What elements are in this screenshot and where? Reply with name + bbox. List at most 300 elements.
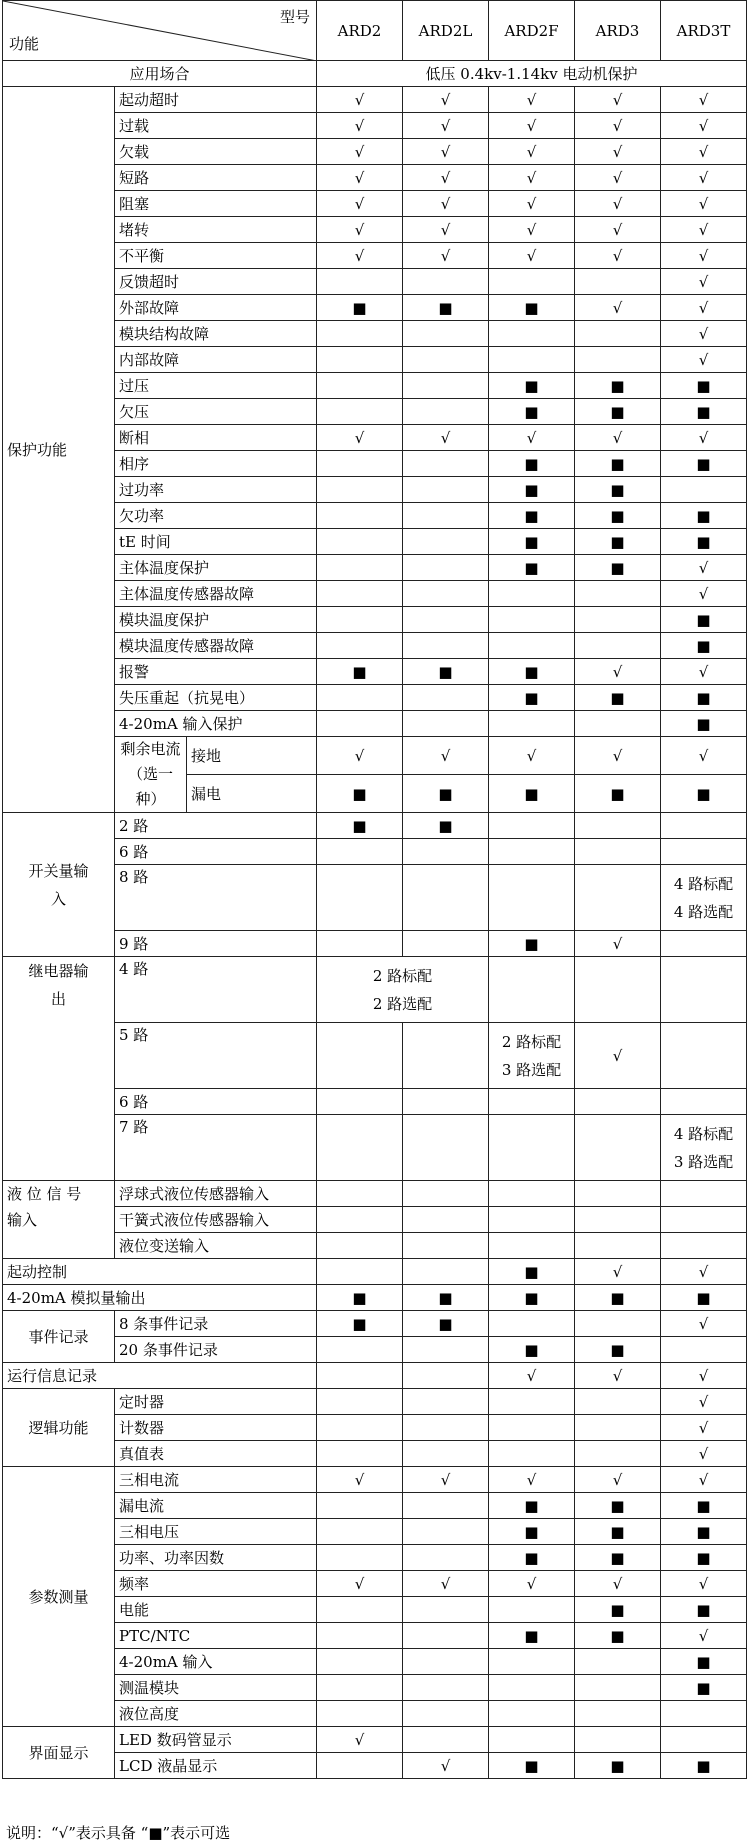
legend-note: 说明：“√”表示具备 “■”表示可选 bbox=[6, 1824, 231, 1842]
value-cell bbox=[403, 1181, 489, 1207]
value-cell bbox=[661, 839, 747, 865]
value-cell: ■ bbox=[575, 1337, 661, 1363]
value-cell bbox=[317, 607, 403, 633]
value-cell: √ bbox=[403, 425, 489, 451]
value-cell: √ bbox=[317, 243, 403, 269]
value-cell bbox=[489, 607, 575, 633]
function-name: 4-20mA 输入保护 bbox=[115, 711, 317, 737]
value-cell: ■ bbox=[661, 529, 747, 555]
value-cell: √ bbox=[575, 1023, 661, 1089]
value-cell: √ bbox=[489, 87, 575, 113]
value-cell: √ bbox=[403, 113, 489, 139]
value-cell: √ bbox=[661, 425, 747, 451]
function-name: 7 路 bbox=[115, 1115, 317, 1181]
value-cell: ■ bbox=[575, 451, 661, 477]
value-cell bbox=[489, 347, 575, 373]
value-cell: ■ bbox=[575, 529, 661, 555]
function-name: 运行信息记录 bbox=[3, 1363, 317, 1389]
value-cell bbox=[317, 373, 403, 399]
value-cell bbox=[489, 1415, 575, 1441]
value-cell: √ bbox=[403, 1753, 489, 1779]
value-cell: ■ bbox=[403, 1311, 489, 1337]
group-logic: 逻辑功能 bbox=[3, 1389, 115, 1467]
value-cell: √ bbox=[403, 191, 489, 217]
function-name: 过载 bbox=[115, 113, 317, 139]
value-cell bbox=[317, 1259, 403, 1285]
application-value: 低压 0.4kv-1.14kv 电动机保护 bbox=[317, 61, 747, 87]
value-cell: ■ bbox=[489, 529, 575, 555]
value-cell bbox=[317, 1545, 403, 1571]
relay-output-label-line1: 继电器输 bbox=[28, 962, 89, 980]
config-cell bbox=[661, 1115, 747, 1181]
value-cell: √ bbox=[317, 87, 403, 113]
group-display: 界面显示 bbox=[3, 1727, 115, 1779]
value-cell: ■ bbox=[575, 1597, 661, 1623]
value-cell: ■ bbox=[489, 477, 575, 503]
config-text bbox=[493, 1028, 570, 1084]
value-cell bbox=[317, 1207, 403, 1233]
value-cell bbox=[403, 1519, 489, 1545]
value-cell: √ bbox=[489, 139, 575, 165]
value-cell: ■ bbox=[489, 1337, 575, 1363]
value-cell bbox=[489, 1597, 575, 1623]
value-cell bbox=[489, 1441, 575, 1467]
value-cell bbox=[317, 1753, 403, 1779]
value-cell bbox=[403, 633, 489, 659]
value-cell bbox=[403, 1623, 489, 1649]
value-cell: √ bbox=[575, 659, 661, 685]
value-cell bbox=[575, 1649, 661, 1675]
function-name: 过功率 bbox=[115, 477, 317, 503]
value-cell bbox=[661, 1233, 747, 1259]
value-cell bbox=[317, 1181, 403, 1207]
value-cell: ■ bbox=[575, 503, 661, 529]
model-header: ARD3 bbox=[575, 1, 661, 61]
function-name: 模块结构故障 bbox=[115, 321, 317, 347]
value-cell: √ bbox=[317, 1467, 403, 1493]
switch-input-label-line1: 开关量输 bbox=[28, 861, 89, 880]
function-name: 阻塞 bbox=[115, 191, 317, 217]
value-cell bbox=[575, 865, 661, 931]
value-cell: √ bbox=[575, 1259, 661, 1285]
value-cell bbox=[317, 1363, 403, 1389]
value-cell: ■ bbox=[489, 373, 575, 399]
value-cell bbox=[403, 1089, 489, 1115]
value-cell: √ bbox=[489, 1467, 575, 1493]
value-cell bbox=[489, 1727, 575, 1753]
value-cell bbox=[489, 865, 575, 931]
config-text-line2: 4 路选配 bbox=[673, 902, 734, 921]
value-cell: √ bbox=[575, 113, 661, 139]
function-name: 起动控制 bbox=[3, 1259, 317, 1285]
value-cell: ■ bbox=[489, 659, 575, 685]
value-cell: √ bbox=[317, 113, 403, 139]
function-name: 液位高度 bbox=[115, 1701, 317, 1727]
value-cell: √ bbox=[661, 1415, 747, 1441]
function-name: 5 路 bbox=[115, 1023, 317, 1089]
function-name: 4-20mA 模拟量输出 bbox=[3, 1285, 317, 1311]
value-cell bbox=[317, 839, 403, 865]
value-cell: √ bbox=[661, 269, 747, 295]
value-cell: √ bbox=[403, 139, 489, 165]
model-header: ARD2L bbox=[403, 1, 489, 61]
header-diagonal-cell bbox=[3, 1, 317, 61]
value-cell bbox=[317, 1675, 403, 1701]
value-cell: √ bbox=[317, 139, 403, 165]
value-cell bbox=[575, 1181, 661, 1207]
value-cell bbox=[489, 269, 575, 295]
value-cell: √ bbox=[661, 243, 747, 269]
value-cell bbox=[317, 529, 403, 555]
function-name: 8 路 bbox=[115, 865, 317, 931]
value-cell bbox=[317, 1115, 403, 1181]
value-cell: ■ bbox=[489, 399, 575, 425]
value-cell: √ bbox=[403, 217, 489, 243]
value-cell: ■ bbox=[575, 555, 661, 581]
value-cell bbox=[575, 839, 661, 865]
value-cell bbox=[403, 321, 489, 347]
value-cell bbox=[403, 1259, 489, 1285]
value-cell bbox=[317, 581, 403, 607]
value-cell: ■ bbox=[575, 1493, 661, 1519]
function-name: 外部故障 bbox=[115, 295, 317, 321]
value-cell bbox=[403, 1207, 489, 1233]
value-cell bbox=[317, 1519, 403, 1545]
value-cell bbox=[661, 813, 747, 839]
value-cell: √ bbox=[489, 1571, 575, 1597]
value-cell bbox=[317, 1389, 403, 1415]
value-cell: ■ bbox=[403, 775, 489, 813]
config-text bbox=[665, 1120, 742, 1176]
liquid-input-label bbox=[7, 1181, 110, 1233]
value-cell bbox=[575, 581, 661, 607]
value-cell: √ bbox=[661, 1389, 747, 1415]
value-cell bbox=[661, 477, 747, 503]
value-cell: √ bbox=[317, 425, 403, 451]
value-cell bbox=[403, 1337, 489, 1363]
value-cell bbox=[489, 1675, 575, 1701]
value-cell bbox=[661, 1701, 747, 1727]
value-cell: √ bbox=[661, 321, 747, 347]
value-cell: ■ bbox=[661, 451, 747, 477]
value-cell: ■ bbox=[661, 633, 747, 659]
function-name: 欠功率 bbox=[115, 503, 317, 529]
group-switch-input bbox=[3, 813, 115, 957]
function-name: 2 路 bbox=[115, 813, 317, 839]
value-cell bbox=[403, 503, 489, 529]
value-cell: ■ bbox=[317, 1311, 403, 1337]
value-cell: ■ bbox=[489, 555, 575, 581]
value-cell: √ bbox=[317, 165, 403, 191]
value-cell bbox=[575, 1233, 661, 1259]
config-cell bbox=[661, 865, 747, 931]
value-cell: ■ bbox=[403, 1285, 489, 1311]
value-cell: √ bbox=[661, 1467, 747, 1493]
value-cell: √ bbox=[489, 113, 575, 139]
value-cell bbox=[661, 957, 747, 1023]
value-cell bbox=[403, 685, 489, 711]
value-cell: √ bbox=[661, 113, 747, 139]
value-cell bbox=[403, 931, 489, 957]
value-cell: ■ bbox=[661, 711, 747, 737]
function-name: 相序 bbox=[115, 451, 317, 477]
value-cell bbox=[489, 1649, 575, 1675]
application-label: 应用场合 bbox=[3, 61, 317, 87]
value-cell: ■ bbox=[317, 775, 403, 813]
value-cell bbox=[317, 1337, 403, 1363]
value-cell bbox=[403, 269, 489, 295]
value-cell: √ bbox=[403, 87, 489, 113]
value-cell bbox=[317, 399, 403, 425]
value-cell: ■ bbox=[661, 607, 747, 633]
value-cell bbox=[489, 1089, 575, 1115]
value-cell: √ bbox=[661, 1623, 747, 1649]
value-cell bbox=[575, 269, 661, 295]
value-cell: √ bbox=[661, 295, 747, 321]
value-cell bbox=[403, 555, 489, 581]
value-cell: √ bbox=[661, 139, 747, 165]
value-cell bbox=[661, 931, 747, 957]
value-cell bbox=[403, 373, 489, 399]
value-cell: ■ bbox=[489, 685, 575, 711]
group-events: 事件记录 bbox=[3, 1311, 115, 1363]
function-name: 20 条事件记录 bbox=[115, 1337, 317, 1363]
value-cell bbox=[317, 1493, 403, 1519]
value-cell: ■ bbox=[489, 295, 575, 321]
value-cell: √ bbox=[575, 1363, 661, 1389]
group-protection: 保护功能 bbox=[3, 87, 115, 813]
switch-input-label-line2: 入 bbox=[50, 889, 66, 908]
residual-label bbox=[119, 737, 182, 812]
value-cell: √ bbox=[661, 217, 747, 243]
function-name: 测温模块 bbox=[115, 1675, 317, 1701]
value-cell: √ bbox=[403, 1467, 489, 1493]
value-cell bbox=[575, 813, 661, 839]
header-function-label: 功能 bbox=[9, 35, 40, 53]
spec-table-body bbox=[3, 1, 747, 1779]
value-cell bbox=[403, 529, 489, 555]
config-cell bbox=[317, 957, 489, 1023]
value-cell: ■ bbox=[317, 1285, 403, 1311]
value-cell: ■ bbox=[317, 659, 403, 685]
value-cell bbox=[575, 1115, 661, 1181]
group-relay-output bbox=[3, 957, 115, 1181]
value-cell: √ bbox=[575, 165, 661, 191]
function-name: 欠压 bbox=[115, 399, 317, 425]
value-cell: √ bbox=[661, 347, 747, 373]
value-cell bbox=[317, 321, 403, 347]
value-cell: √ bbox=[575, 1467, 661, 1493]
value-cell: ■ bbox=[403, 659, 489, 685]
value-cell: ■ bbox=[575, 775, 661, 813]
value-cell: ■ bbox=[575, 477, 661, 503]
value-cell: ■ bbox=[403, 295, 489, 321]
value-cell bbox=[403, 399, 489, 425]
value-cell: √ bbox=[489, 737, 575, 775]
value-cell bbox=[489, 1701, 575, 1727]
residual-label-line1: 剩余电流 bbox=[120, 740, 181, 758]
config-text-line1: 2 路标配 bbox=[501, 1032, 562, 1051]
value-cell bbox=[489, 633, 575, 659]
value-cell bbox=[317, 1441, 403, 1467]
value-cell: ■ bbox=[489, 1259, 575, 1285]
value-cell: √ bbox=[661, 1571, 747, 1597]
value-cell: √ bbox=[661, 165, 747, 191]
value-cell bbox=[403, 1441, 489, 1467]
value-cell: ■ bbox=[489, 1753, 575, 1779]
group-measure: 参数测量 bbox=[3, 1467, 115, 1727]
value-cell bbox=[317, 1023, 403, 1089]
value-cell bbox=[403, 1115, 489, 1181]
value-cell: √ bbox=[661, 87, 747, 113]
value-cell bbox=[575, 633, 661, 659]
function-name: 主体温度传感器故障 bbox=[115, 581, 317, 607]
value-cell: √ bbox=[661, 191, 747, 217]
function-name: 定时器 bbox=[115, 1389, 317, 1415]
function-name: 主体温度保护 bbox=[115, 555, 317, 581]
value-cell bbox=[489, 1207, 575, 1233]
value-cell bbox=[403, 1363, 489, 1389]
value-cell: ■ bbox=[489, 1545, 575, 1571]
value-cell bbox=[575, 607, 661, 633]
value-cell: √ bbox=[661, 659, 747, 685]
function-name: 欠载 bbox=[115, 139, 317, 165]
value-cell bbox=[575, 1701, 661, 1727]
value-cell bbox=[403, 451, 489, 477]
config-text-line1: 4 路标配 bbox=[673, 1124, 734, 1143]
value-cell: ■ bbox=[661, 1753, 747, 1779]
function-name: 三相电流 bbox=[115, 1467, 317, 1493]
value-cell: ■ bbox=[661, 1675, 747, 1701]
value-cell: √ bbox=[403, 243, 489, 269]
function-name: 液位变送输入 bbox=[115, 1233, 317, 1259]
value-cell: ■ bbox=[575, 373, 661, 399]
value-cell: √ bbox=[489, 217, 575, 243]
function-name: 过压 bbox=[115, 373, 317, 399]
value-cell: ■ bbox=[661, 1649, 747, 1675]
value-cell bbox=[403, 711, 489, 737]
value-cell bbox=[489, 321, 575, 347]
value-cell: ■ bbox=[489, 931, 575, 957]
value-cell: ■ bbox=[661, 1597, 747, 1623]
switch-input-label bbox=[7, 857, 110, 913]
function-name: 内部故障 bbox=[115, 347, 317, 373]
value-cell bbox=[317, 1597, 403, 1623]
value-cell bbox=[403, 1233, 489, 1259]
value-cell: √ bbox=[575, 139, 661, 165]
value-cell bbox=[317, 451, 403, 477]
residual-type: 接地 bbox=[187, 737, 317, 775]
value-cell: √ bbox=[575, 425, 661, 451]
config-text-line1: 2 路标配 bbox=[372, 966, 433, 985]
config-cell bbox=[489, 1023, 575, 1089]
value-cell: ■ bbox=[661, 399, 747, 425]
value-cell: ■ bbox=[575, 1753, 661, 1779]
function-name: 电能 bbox=[115, 1597, 317, 1623]
value-cell: ■ bbox=[489, 1519, 575, 1545]
value-cell bbox=[317, 1623, 403, 1649]
value-cell bbox=[661, 1023, 747, 1089]
function-name: 频率 bbox=[115, 1571, 317, 1597]
value-cell: √ bbox=[661, 1259, 747, 1285]
value-cell bbox=[317, 1089, 403, 1115]
function-name: 三相电压 bbox=[115, 1519, 317, 1545]
value-cell: √ bbox=[403, 737, 489, 775]
value-cell bbox=[575, 1311, 661, 1337]
value-cell: ■ bbox=[317, 813, 403, 839]
value-cell bbox=[317, 1649, 403, 1675]
function-name: 不平衡 bbox=[115, 243, 317, 269]
value-cell bbox=[403, 581, 489, 607]
header-model-label: 型号 bbox=[280, 8, 311, 26]
residual-type: 漏电 bbox=[187, 775, 317, 813]
value-cell bbox=[489, 957, 575, 1023]
value-cell bbox=[661, 1181, 747, 1207]
function-name: 起动超时 bbox=[115, 87, 317, 113]
config-text bbox=[665, 870, 742, 926]
value-cell: √ bbox=[661, 1363, 747, 1389]
value-cell bbox=[403, 1493, 489, 1519]
value-cell: √ bbox=[575, 295, 661, 321]
value-cell bbox=[489, 1181, 575, 1207]
value-cell: ■ bbox=[489, 1285, 575, 1311]
value-cell bbox=[403, 1649, 489, 1675]
value-cell: ■ bbox=[575, 399, 661, 425]
value-cell bbox=[661, 1337, 747, 1363]
spec-table bbox=[2, 0, 747, 1779]
value-cell bbox=[575, 1089, 661, 1115]
value-cell bbox=[403, 1675, 489, 1701]
value-cell bbox=[317, 711, 403, 737]
value-cell: ■ bbox=[489, 1493, 575, 1519]
value-cell: √ bbox=[489, 191, 575, 217]
value-cell bbox=[317, 503, 403, 529]
value-cell bbox=[575, 1207, 661, 1233]
value-cell: ■ bbox=[661, 1285, 747, 1311]
residual-current-label bbox=[115, 737, 187, 813]
liquid-input-label-line2: 输入 bbox=[7, 1211, 38, 1229]
value-cell bbox=[403, 1727, 489, 1753]
value-cell bbox=[575, 1727, 661, 1753]
model-header: ARD2 bbox=[317, 1, 403, 61]
value-cell bbox=[661, 1089, 747, 1115]
value-cell: √ bbox=[575, 217, 661, 243]
value-cell bbox=[317, 1701, 403, 1727]
function-name: tE 时间 bbox=[115, 529, 317, 555]
value-cell: √ bbox=[575, 191, 661, 217]
value-cell bbox=[489, 1233, 575, 1259]
value-cell bbox=[489, 711, 575, 737]
value-cell bbox=[403, 1701, 489, 1727]
config-text-line2: 2 路选配 bbox=[372, 994, 433, 1013]
value-cell bbox=[403, 607, 489, 633]
function-name: LED 数码管显示 bbox=[115, 1727, 317, 1753]
value-cell bbox=[317, 1233, 403, 1259]
value-cell bbox=[575, 347, 661, 373]
value-cell bbox=[317, 931, 403, 957]
function-name: 浮球式液位传感器输入 bbox=[115, 1181, 317, 1207]
value-cell bbox=[575, 957, 661, 1023]
function-name: 模块温度传感器故障 bbox=[115, 633, 317, 659]
value-cell: ■ bbox=[317, 295, 403, 321]
value-cell: ■ bbox=[661, 685, 747, 711]
value-cell bbox=[489, 839, 575, 865]
value-cell: √ bbox=[489, 425, 575, 451]
value-cell: ■ bbox=[661, 1493, 747, 1519]
value-cell: √ bbox=[575, 737, 661, 775]
function-name: 功率、功率因数 bbox=[115, 1545, 317, 1571]
value-cell bbox=[575, 1415, 661, 1441]
